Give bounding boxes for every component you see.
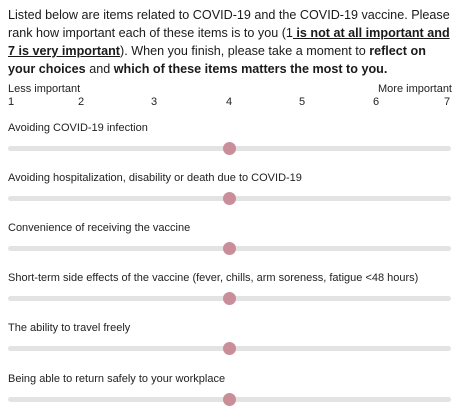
scale-tick-3: 3: [150, 96, 158, 108]
instructions-matters-most: which of these items matters the most to you.: [113, 62, 388, 76]
item-avoiding-hospitalization: [8, 172, 452, 222]
instructions-part-3: and: [85, 62, 114, 76]
scale-tick-7: 7: [443, 96, 451, 108]
slider-handle[interactable]: [223, 242, 236, 255]
item-side-effects: [8, 272, 452, 322]
scale-tick-numbers: [8, 96, 452, 110]
scale-endpoints: [8, 83, 452, 96]
item-convenience: [8, 222, 452, 272]
instructions-part-1: Listed below are items related to COVID-19 and the COVID-19 vaccine. Please rank how important each of these items is to you (1: [8, 8, 450, 40]
slider-handle[interactable]: [223, 393, 236, 406]
scale-tick-2: 2: [77, 96, 85, 108]
item-label: Avoiding hospitalization, disability or death due to COVID-19: [8, 172, 302, 184]
scale-tick-1: 1: [7, 96, 15, 108]
scale-tick-4: 4: [225, 96, 233, 108]
item-workplace: [8, 373, 452, 410]
item-label: Being able to return safely to your workplace: [8, 373, 226, 385]
instructions-text: [8, 6, 454, 78]
slider-handle[interactable]: [223, 342, 236, 355]
scale-header: [8, 83, 452, 110]
slider-handle[interactable]: [223, 292, 236, 305]
item-avoiding-infection: [8, 122, 452, 172]
item-travel: [8, 322, 452, 372]
item-label: Avoiding COVID-19 infection: [8, 122, 148, 134]
scale-tick-6: 6: [372, 96, 380, 108]
item-label: The ability to travel freely: [8, 322, 131, 334]
item-label: Short-term side effects of the vaccine (fever, chills, arm soreness, fatigue <48 hours): [8, 272, 419, 284]
scale-tick-5: 5: [298, 96, 306, 108]
scale-left-label: Less important: [8, 83, 81, 95]
instructions-scale-definition: is not at all important and 7 is very important: [8, 26, 450, 58]
instructions-reflect: reflect on your choices: [8, 44, 426, 76]
slider-handle[interactable]: [223, 142, 236, 155]
item-label: Convenience of receiving the vaccine: [8, 222, 191, 234]
instructions-part-2: ). When you finish, please take a moment to: [120, 44, 370, 58]
slider-handle[interactable]: [223, 192, 236, 205]
scale-right-label: More important: [378, 83, 452, 95]
